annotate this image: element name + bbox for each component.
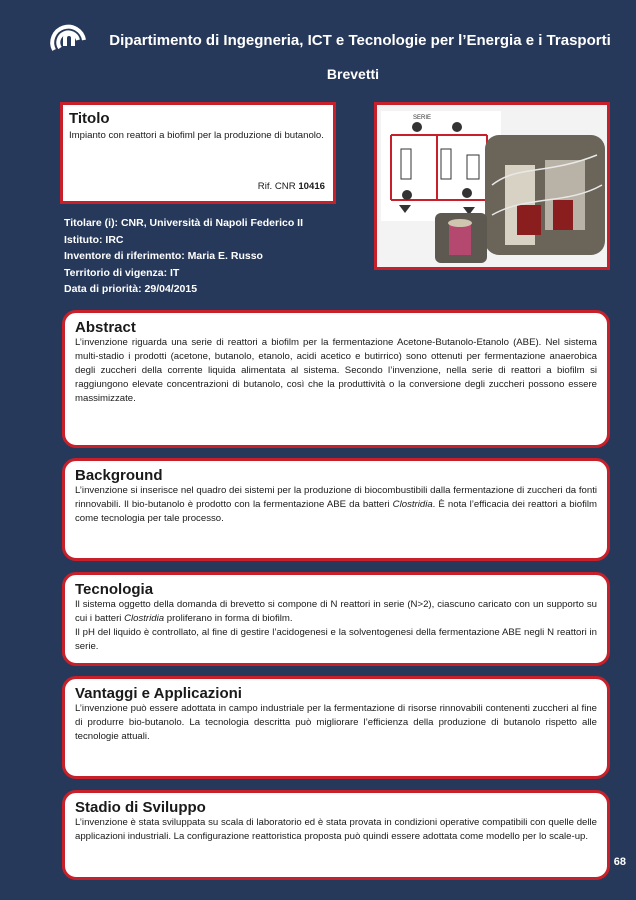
titolare: Titolare (i): CNR, Università di Napoli Federico II [64,217,304,229]
inventore: Inventore di riferimento: Maria E. Russo [64,250,263,262]
territorio: Territorio di vigenza: IT [64,266,180,279]
tecnologia-text-1-part1: Il sistema oggetto della domanda di brevetto si compone di N reattori in serie (N>2), ciascuno caricato con un supporto su cui i batteri [75,599,597,624]
patent-figure [374,102,610,270]
patent-meta [64,215,303,298]
process-schematic-icon [381,111,501,221]
lab-photo-icon [485,135,605,255]
background-text-part2: . È nota l’efficacia dei reattori a biofilm come tecnologia per tale processo. [75,499,597,524]
tecnologia-text-2: Il pH del liquido è controllato, al fine di gestire l’acidogenesi e la solventogenesi della fermentazione ABE negli N reattori in serie. [75,627,597,652]
background-text-part1: L’invenzione si inserisce nel quadro dei sistemi per la produzione di biocombustibili dalla fermentazione di zuccheri da fonti rinnovabili. Il bio-butanolo è prodotto con la fermentazione ABE da batteri [75,485,597,510]
stadio-text: L’invenzione è stata sviluppata su scala di laboratorio ed è stata provata in condizioni operative compatibili con quelle delle applicazioni industriali. La configurazione reattoristica proposta può quindi essere adottata come modello per lo scale-up. [75,817,597,842]
stadio-heading: Stadio di Sviluppo [75,799,206,816]
background-box [62,458,610,561]
tecnologia-text-1-italic: Clostridia [124,613,165,624]
abstract-box [62,310,610,448]
reactor-photo-icon [435,213,487,263]
background-heading: Background [75,467,163,484]
tecnologia-text-1-part2: proliferano in forma di biofilm. [164,613,293,624]
vantaggi-heading: Vantaggi e Applicazioni [75,685,242,702]
abstract-text: L’invenzione riguarda una serie di reattori a biofilm per la fermentazione Acetone-Butanolo-Etanolo (ABE). Nel sistema multi-stadio i prodotti (acetone, butanolo, etanolo, acidi acetico e butirrico) sono ottenuti per fermentazione anaerobica degli zuccheri della corrente liquida alimentata al sistema. Secondo l’invenzione, nella serie di reattori a biofilm si raggiungono elevate concentrazioni di butanolo, così che la produttività o la conversione degli zuccheri possono essere massimizzate. [75,337,597,404]
page-number: 68 [613,856,626,868]
rif-number: 10416 [298,181,325,192]
titolo-box [60,102,336,204]
tecnologia-heading: Tecnologia [75,581,154,598]
background-text [75,484,597,526]
stadio-box [62,790,610,880]
diagram-label: SERIE [413,115,432,121]
department-title: Dipartimento di Ingegneria, ICT e Tecnologie per l’Energia e i Trasporti [109,32,611,49]
rif-cnr [258,181,325,192]
titolo-heading: Titolo [69,110,110,127]
tecnologia-box [62,572,610,666]
vantaggi-text: L’invenzione può essere adottata in campo industriale per la fermentazione di risorse rinnovabili contenenti zuccheri al fine di produrre bio-butanolo. La tecnologia descritta può migliorare l’efficienza della produzione di butanolo rispetto alle tecnologie attuali. [75,703,597,742]
section-title: Brevetti [326,66,380,82]
abstract-heading: Abstract [75,319,136,336]
titolo-text: Impianto con reattori a biofiml per la produzione di butanolo. [69,130,324,141]
data-priorita: Data di priorità: 29/04/2015 [64,283,198,295]
background-text-italic: Clostridia [392,499,433,510]
tecnologia-text-1 [75,598,597,626]
reactor-diagram-image [377,105,607,267]
istituto: Istituto: IRC [64,233,124,246]
cnr-logo-icon [48,20,90,56]
rif-label: Rif. CNR [257,181,296,192]
vantaggi-box [62,676,610,779]
